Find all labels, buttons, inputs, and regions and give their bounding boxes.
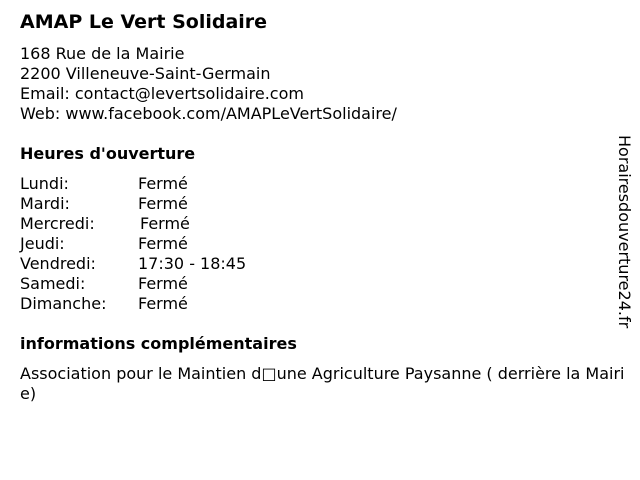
day-label: Samedi: — [20, 274, 86, 293]
day-label: Mercredi: — [20, 214, 95, 233]
day-label: Dimanche: — [20, 294, 107, 313]
time-value: Fermé — [140, 214, 190, 233]
page-title: AMAP Le Vert Solidaire — [20, 11, 268, 33]
day-label: Vendredi: — [20, 254, 96, 273]
email-line[interactable]: Email: contact@levertsolidaire.com — [20, 84, 304, 103]
address-street: 168 Rue de la Mairie — [20, 44, 185, 63]
day-label: Jeudi: — [20, 234, 65, 253]
additional-info-text: Association pour le Maintien d□une Agriculture Paysanne ( derrière la Mairie) — [20, 364, 625, 403]
site-watermark: Horairesdouverture24.fr — [615, 135, 634, 329]
opening-hours-heading: Heures d'ouverture — [20, 144, 196, 163]
time-value: Fermé — [138, 234, 188, 253]
time-value: Fermé — [138, 294, 188, 313]
address-city: 2200 Villeneuve-Saint-Germain — [20, 64, 271, 83]
day-label: Mardi: — [20, 194, 70, 213]
web-line[interactable]: Web: www.facebook.com/AMAPLeVertSolidaire/ — [20, 104, 397, 123]
time-value: Fermé — [138, 194, 188, 213]
additional-info-heading: informations complémentaires — [20, 334, 297, 353]
time-value: Fermé — [138, 174, 188, 193]
time-value: 17:30 - 18:45 — [138, 254, 247, 273]
day-label: Lundi: — [20, 174, 69, 193]
address-block — [20, 44, 397, 124]
time-value: Fermé — [138, 274, 188, 293]
